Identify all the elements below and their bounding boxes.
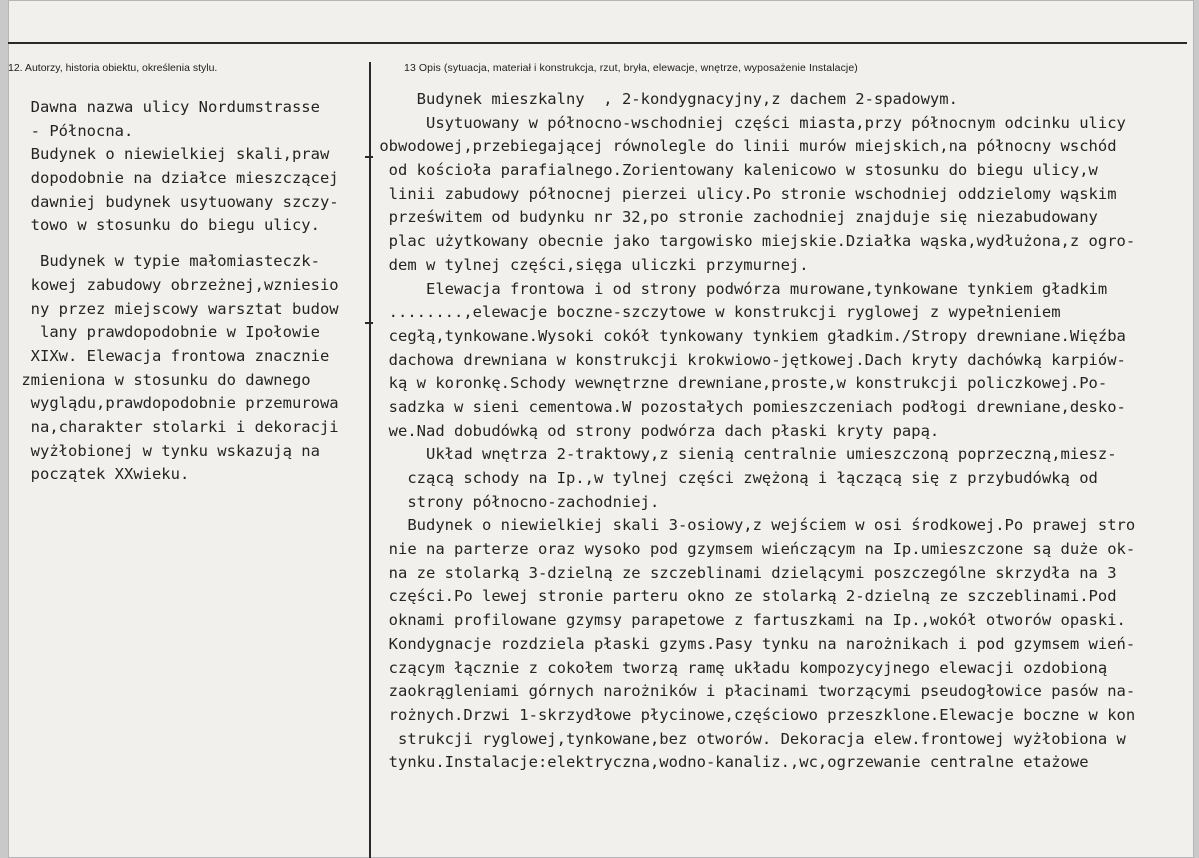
left-column-text <box>12 96 339 487</box>
right-text-line: cegłą,tynkowane.Wysoki cokół tynkowany tynkiem gładkim./Stropy drewniane.Więźba <box>370 326 1126 345</box>
right-text-line: Elewacja frontowa i od strony podwórza murowane,tynkowane tynkiem gładkim <box>370 279 1108 298</box>
left-text-line: ny przez miejscowy warsztat budow <box>12 299 339 318</box>
left-text-line: - Północna. <box>12 121 134 140</box>
left-column-header: 12. Autorzy, historia obiektu, określenia stylu. <box>8 62 218 74</box>
right-text-line: strony północno-zachodniej. <box>370 492 660 511</box>
right-text-line: czącą schody na Ip.,w tylnej części zwężoną i łączącą się z przybudówką od <box>370 469 1098 487</box>
left-text-line: wyglądu,prawdopodobnie przemurowa <box>12 394 339 413</box>
right-text-line: czącym łącznie z cokołem tworzą ramę układu kompozycyjnego elewacji ozdobioną <box>370 658 1108 677</box>
right-text-line: we.Nad dobudówką od strony podwórza dach płaski kryty papą. <box>370 421 940 440</box>
left-text-line <box>12 238 339 250</box>
left-text-line: Budynek w typie małomiasteczk- <box>12 252 320 271</box>
left-text-line: dopodobnie na działce mieszczącej <box>12 169 339 188</box>
right-text-line: od kościoła parafialnego.Zorientowany kalenicowo w stosunku do biegu ulicy,w <box>370 161 1098 180</box>
right-text-line: Budynek o niewielkiej skali 3-osiowy,z wejściem w osi środkowej.Po prawej stro <box>370 516 1136 535</box>
right-text-line: oknami profilowane gzymsy parapetowe z fartuszkami na Ip.,wokół otworów opaski. <box>370 611 1126 630</box>
left-text-line: XIXw. Elewacja frontowa znacznie <box>12 346 330 365</box>
right-text-line: na ze stolarką 3-dzielną ze szczeblinami dzielącymi poszczególne skrzydła na 3 <box>370 563 1117 582</box>
left-text-line: wyżłobionej w tynku wskazują na <box>12 441 320 460</box>
right-text-line: dachowa drewniana w konstrukcji krokwiowo-jętkowej.Dach kryty dachówką karpiów- <box>370 350 1126 369</box>
right-text-line: plac użytkowany obecnie jako targowisko miejskie.Działka wąska,wydłużona,z ogro- <box>370 232 1136 251</box>
right-text-line: tynku.Instalacje:elektryczna,wodno-kanaliz.,wc,ogrzewanie centralne etażowe <box>370 753 1089 772</box>
left-text-line: zmieniona w stosunku do dawnego <box>12 370 311 389</box>
left-text-line: początek XXwieku. <box>12 465 190 484</box>
left-text-line: dawniej budynek usytuowany szczy- <box>12 192 339 211</box>
right-text-line: zaokrągleniami górnych narożników i płacinami tworzącymi pseudogłowice pasów na- <box>370 682 1136 701</box>
right-text-line: rożnych.Drzwi 1-skrzydłowe płycinowe,częściowo przeszklone.Elewacje boczne w kon <box>370 705 1136 724</box>
left-text-line: Dawna nazwa ulicy Nordumstrasse <box>12 98 320 116</box>
right-text-line: części.Po lewej stronie parteru okno ze stolarką 2-dzielną ze szczeblinami.Pod <box>370 587 1117 606</box>
right-text-line: Budynek mieszkalny , 2-kondygnacyjny,z dachem 2-spadowym. <box>370 90 958 108</box>
right-text-line: Kondygnacje rozdziela płaski gzyms.Pasy tynku na narożnikach i pod gzymsem wień- <box>370 634 1136 653</box>
right-text-line: linii zabudowy północnej pierzei ulicy.Po stronie wschodniej oddzielomy wąskim <box>370 184 1117 203</box>
right-text-line: prześwitem od budynku nr 32,po stronie zachodniej znajduje się niezabudowany <box>370 208 1098 227</box>
right-text-line: obwodowej,przebiegającej równolegle do linii murów miejskich,na północny wschód <box>370 137 1117 156</box>
top-rule <box>8 42 1187 44</box>
right-column-text <box>370 88 1135 775</box>
left-text-line: lany prawdopodobnie w Ipołowie <box>12 323 320 342</box>
right-column-header: 13 Opis (sytuacja, materiał i konstrukcja, rzut, bryła, elewacje, wnętrze, wyposażenie Instalacje) <box>404 62 858 74</box>
right-text-line: ........,elewacje boczne-szczytowe w konstrukcji ryglowej z wypełnieniem <box>370 303 1061 322</box>
right-text-line: nie na parterze oraz wysoko pod gzymsem wieńczącym na Ip.umieszczone są duże ok- <box>370 540 1136 559</box>
right-text-line: ką w koronkę.Schody wewnętrzne drewniane,proste,w konstrukcji policzkowej.Po- <box>370 374 1108 393</box>
left-text-line: kowej zabudowy obrzeżnej,wzniesio <box>12 275 339 294</box>
right-text-line: sadzka w sieni cementowa.W pozostałych pomieszczeniach podłogi drewniane,desko- <box>370 397 1126 416</box>
left-text-line: towo w stosunku do biegu ulicy. <box>12 216 320 235</box>
left-text-line: na,charakter stolarki i dekoracji <box>12 417 339 436</box>
left-text-line: Budynek o niewielkiej skali,praw <box>12 145 330 164</box>
right-text-line: Układ wnętrza 2-traktowy,z sienią centralnie umieszczoną poprzeczną,miesz- <box>370 445 1117 464</box>
right-text-line: Usytuowany w północno-wschodniej części miasta,przy północnym odcinku ulicy <box>370 113 1126 132</box>
right-text-line: strukcji ryglowej,tynkowane,bez otworów. Dekoracja elew.frontowej wyżłobiona w <box>370 729 1126 748</box>
right-text-line: dem w tylnej części,sięga uliczki przymurnej. <box>370 255 809 274</box>
